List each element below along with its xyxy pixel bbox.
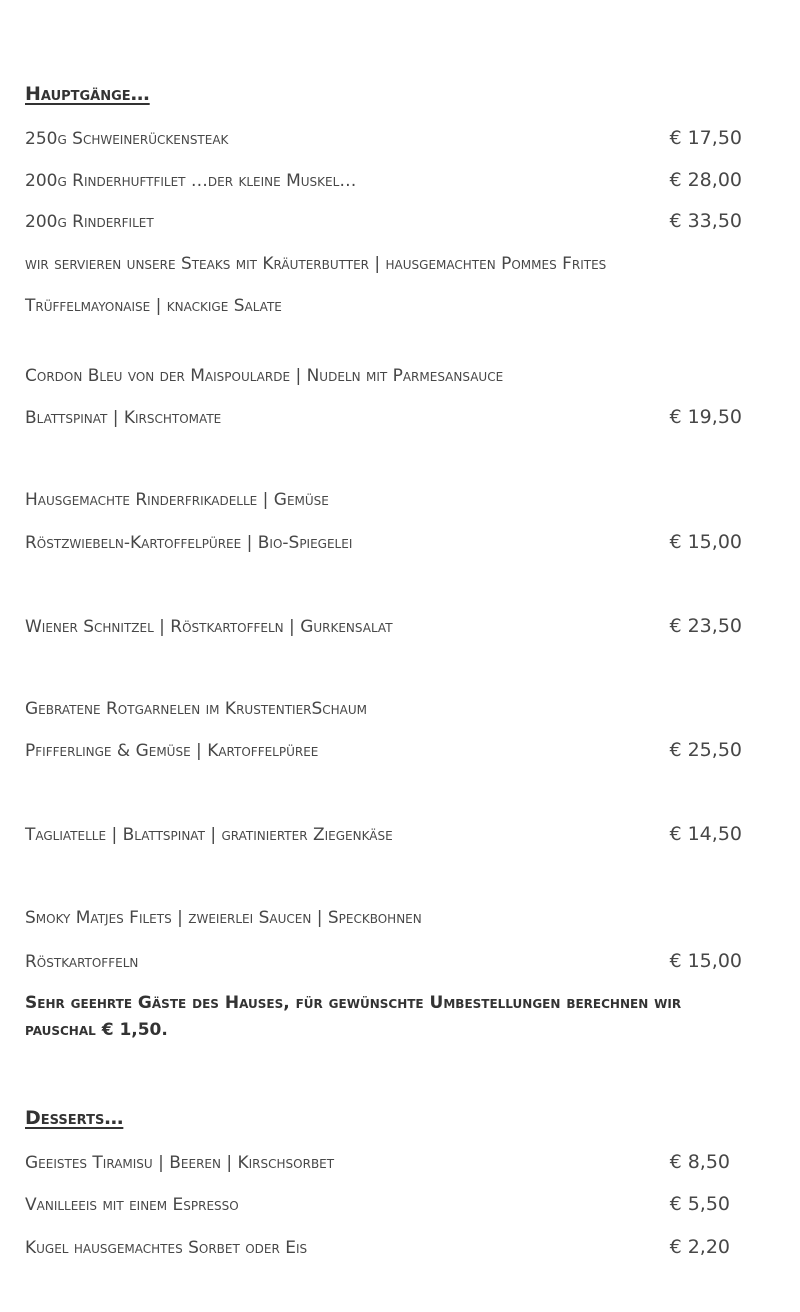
steak-note-line-1: wir servieren unsere Steaks mit Kräuterbutter | hausgemachten Pommes Frites [25, 254, 607, 274]
dessert-vanilla-espresso: Vanilleeis mit einem Espresso [25, 1195, 239, 1215]
menu-item-beef-fillet: 200g Rinderfilet [25, 212, 154, 232]
dessert-tiramisu: Geeistes Tiramisu | Beeren | Kirschsorbet [25, 1153, 335, 1173]
menu-item-price: € 33,50 [669, 210, 742, 232]
dessert-price: € 2,20 [669, 1236, 730, 1258]
dish-tagliatelle: Tagliatelle | Blattspinat | gratinierter Ziegenkäse [25, 825, 393, 845]
dessert-price: € 5,50 [669, 1193, 730, 1215]
dish-cordon-bleu-line-1: Cordon Bleu von der Maispoularde | Nudeln mit Parmesansauce [25, 366, 504, 386]
menu-item-price: € 17,50 [669, 127, 742, 149]
dish-cordon-bleu-line-2: Blattspinat | Kirschtomate [25, 408, 222, 428]
dish-schnitzel: Wiener Schnitzel | Röstkartoffeln | Gurkensalat [25, 617, 393, 637]
dish-price: € 25,50 [669, 739, 742, 761]
menu-item-price: € 28,00 [669, 169, 742, 191]
dish-price: € 15,00 [669, 531, 742, 553]
dish-matjes-line-2: Röstkartoffeln [25, 952, 139, 972]
steak-note-line-2: Trüffelmayonaise | knackige Salate [25, 296, 282, 316]
dish-prawns-line-1: Gebratene Rotgarnelen im KrustentierSchaum [25, 699, 368, 719]
dish-price: € 15,00 [669, 950, 742, 972]
dessert-sorbet-scoop: Kugel hausgemachtes Sorbet oder Eis [25, 1238, 308, 1258]
menu-item-pork-steak: 250g Schweinerückensteak [25, 129, 229, 149]
dish-price: € 14,50 [669, 823, 742, 845]
dish-price: € 19,50 [669, 406, 742, 428]
dish-meatball-line-1: Hausgemachte Rinderfrikadelle | Gemüse [25, 490, 329, 510]
section-heading-desserts: Desserts… [25, 1107, 124, 1129]
section-heading-main-courses: Hauptgänge… [25, 83, 150, 105]
dish-matjes-line-1: Smoky Matjes Filets | zweierlei Saucen | Speckbohnen [25, 908, 422, 928]
dessert-price: € 8,50 [669, 1151, 730, 1173]
dish-price: € 23,50 [669, 615, 742, 637]
dish-prawns-line-2: Pfifferlinge & Gemüse | Kartoffelpüree [25, 741, 319, 761]
menu-item-rump-fillet: 200g Rinderhuftfilet …der kleine Muskel… [25, 171, 357, 191]
rebooking-fee-notice: Sehr geehrte Gäste des Hauses, für gewünschte Umbestellungen berechnen wir pauschal € 1,50. [25, 993, 682, 1040]
dish-meatball-line-2: Röstzwiebeln-Kartoffelpüree | Bio-Spiegelei [25, 533, 353, 553]
